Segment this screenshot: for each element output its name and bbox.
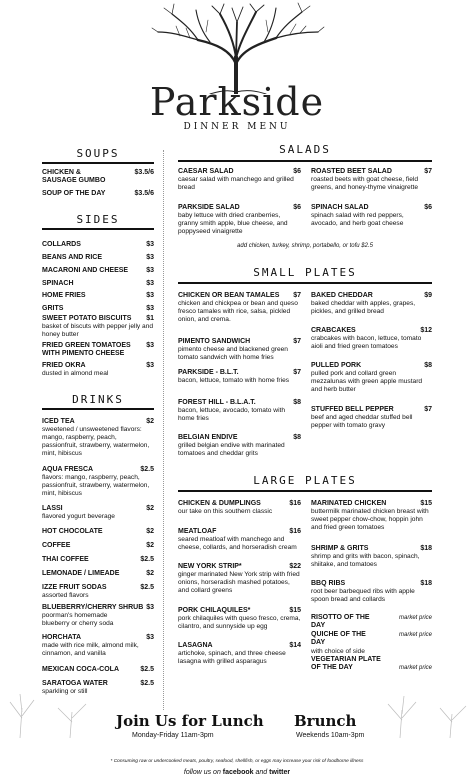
food-safety-disclaimer: * Consuming raw or undercooked meats, poultry, seafood, shellfish, or eggs may increase your risk of foodborne illness (110, 759, 364, 764)
sides-rule (42, 228, 154, 230)
large-plates-heading: LARGE PLATES (253, 474, 357, 487)
large-plate-item: QUICHE OF THE DAY market price with choice of side (311, 631, 432, 655)
large-plate-item: LASAGNA $14 artichoke, spinach, and three cheese lasagna with grilled asparagus (178, 642, 301, 666)
salad-item: ROASTED BEET SALAD $7 roasted beets with goat cheese, field greens, and honey-thyme vinaigrette (311, 168, 432, 192)
side-item: FRIED GREEN TOMATOES WITH PIMENTO CHEESE $3 (42, 342, 154, 358)
large-plate-item: CHICKEN & DUMPLINGS $16 our take on this southern classic (178, 500, 301, 516)
salad-item: CAESAR SALAD $6 caesar salad with manchego and grilled bread (178, 168, 301, 192)
salads-heading: SALADS (279, 143, 331, 156)
soup-item: SOUP OF THE DAY $3.5/6 (42, 190, 154, 197)
small-plate-item: BELGIAN ENDIVE $8 grilled belgian endive with marinated tomatoes and cheddar grits (178, 434, 301, 458)
salad-addon-note: add chicken, turkey, shrimp, portabello, or tofu $2.5 (237, 243, 373, 249)
drink-item: SARATOGA WATER $2.5 sparkling or still (42, 680, 154, 696)
side-item: GRITS $3 (42, 305, 154, 312)
salad-item: SPINACH SALAD $6 spinach salad with red peppers, avocado, and herb goat cheese (311, 204, 432, 228)
drinks-rule (42, 408, 154, 410)
large-plate-item: SHRIMP & GRITS $18 shrimp and grits with bacon, spinach, shiitake, and tomatoes (311, 545, 432, 569)
column-divider (163, 150, 164, 710)
lunch-hours: Monday-Friday 11am-3pm (132, 732, 214, 739)
drink-item: BLUEBERRY/CHERRY SHRUB $3 poorman's homemade blueberry or cherry soda (42, 604, 154, 628)
and-label: and (255, 769, 268, 776)
drink-item: IZZE FRUIT SODAS $2.5 assorted flavors (42, 584, 154, 600)
small-plates-heading: SMALL PLATES (253, 266, 357, 279)
brunch-title: Brunch (294, 712, 357, 730)
drinks-heading: DRINKS (72, 393, 124, 406)
restaurant-title: Parkside (149, 80, 325, 124)
drink-item: MEXICAN COCA-COLA $2.5 (42, 666, 154, 673)
drink-item: LEMONADE / LIMEADE $2 (42, 570, 154, 577)
twitter-link[interactable]: twitter (269, 769, 291, 776)
large-plate-item: RISOTTO OF THE DAY market price (311, 614, 432, 630)
large-plate-item: PORK CHILAQUILES* $15 pork chilaquiles with queso fresco, crema, cilantro, and sunnyside up egg (178, 607, 301, 631)
large-plate-item: MARINATED CHICKEN $15 buttermilk marinated chicken breast with sweet pepper chow-chow, hoppin john and fried green tomatoes (311, 500, 432, 532)
large-plates-rule (178, 490, 432, 492)
side-item: FRIED OKRA $3 dusted in almond meal (42, 362, 154, 378)
small-plate-item: FOREST HILL - B.L.A.T. $8 bacon, lettuce, avocado, tomato with home fries (178, 399, 301, 423)
sides-heading: SIDES (76, 213, 120, 226)
salad-item: PARKSIDE SALAD $6 baby lettuce with dried cranberries, granny smith apple, blue cheese, and poppyseed vinaigrette (178, 204, 301, 236)
menu-subtitle: DINNER MENU (183, 122, 291, 132)
drink-item: HOT CHOCOLATE $2 (42, 528, 154, 535)
brunch-hours: Weekends 10am-3pm (296, 732, 365, 739)
side-item: SWEET POTATO BISCUITS $1 basket of biscuts with pepper jelly and honey butter (42, 315, 154, 339)
large-plate-item: NEW YORK STRIP* $22 ginger marinated New York strip with fried onions, horseradish mashed potatoes, and collard greens (178, 563, 301, 595)
small-plate-item: BAKED CHEDDAR $9 baked cheddar with apples, grapes, pickles, and grilled bread (311, 292, 432, 316)
salads-rule (178, 160, 432, 162)
drink-item: HORCHATA $3 made with rice milk, almond milk, cinnamon, and vanilla (42, 634, 154, 658)
social-follow (0, 769, 474, 776)
small-plate-item: CHICKEN OR BEAN TAMALES $7 chicken and chickpea or bean and queso fresco tamales with rice, salsa, pickled onion, and crema. (178, 292, 301, 324)
lunch-title: Join Us for Lunch (116, 712, 264, 730)
soups-heading: SOUPS (76, 147, 120, 160)
soups-rule (42, 162, 154, 164)
large-plate-item: BBQ RIBS $18 root beer barbequed ribs with apple spoon bread and collards (311, 580, 432, 604)
small-plates-rule (178, 282, 432, 284)
side-item: SPINACH $3 (42, 280, 154, 287)
side-item: HOME FRIES $3 (42, 292, 154, 299)
side-item: MACARONI AND CHEESE $3 (42, 267, 154, 274)
large-plate-item: MEATLOAF $16 seared meatloaf with manchego and cheese, collards, and horseradish cream (178, 528, 301, 552)
side-item: COLLARDS $3 (42, 241, 154, 248)
small-plate-item: PARKSIDE - B.L.T. $7 bacon, lettuce, tomato with home fries (178, 369, 301, 385)
drink-item: THAI COFFEE $2.5 (42, 556, 154, 563)
footer (0, 708, 474, 780)
menu-header (0, 0, 474, 140)
facebook-link[interactable]: facebook (222, 769, 254, 776)
soup-item: CHICKEN & SAUSAGE GUMBO $3.5/6 (42, 169, 154, 185)
small-plate-item: STUFFED BELL PEPPER $7 beef and aged cheddar stuffed bell pepper with tomato gravy (311, 406, 432, 430)
drink-item: AQUA FRESCA $2.5 flavors: mango, raspberry, peach, passionfruit, strawberry, watermelon, mint, hibiscus (42, 466, 154, 498)
drink-item: COFFEE $2 (42, 542, 154, 549)
small-plate-item: PIMENTO SANDWICH $7 pimento cheese and blackened green tomato sandwich with home fries (178, 338, 301, 362)
large-plate-item: VEGETARIAN PLATE OF THE DAY market price (311, 656, 432, 672)
follow-label: follow us on (183, 769, 221, 776)
side-item: BEANS AND RICE $3 (42, 254, 154, 261)
drink-item: ICED TEA $2 sweetened / unsweetened flavors: mango, raspberry, peach, passionfruit, strawberry, watermelon, mint, hibiscus (42, 418, 154, 458)
small-plate-item: CRABCAKES $12 crabcakes with bacon, lettuce, tomato aioli and fried green tomatoes (311, 327, 432, 351)
small-plate-item: PULLED PORK $8 pulled pork and collard green mezzalunas with green apple mustard and herb butter (311, 362, 432, 394)
drink-item: LASSI $2 flavored yogurt beverage (42, 505, 154, 521)
